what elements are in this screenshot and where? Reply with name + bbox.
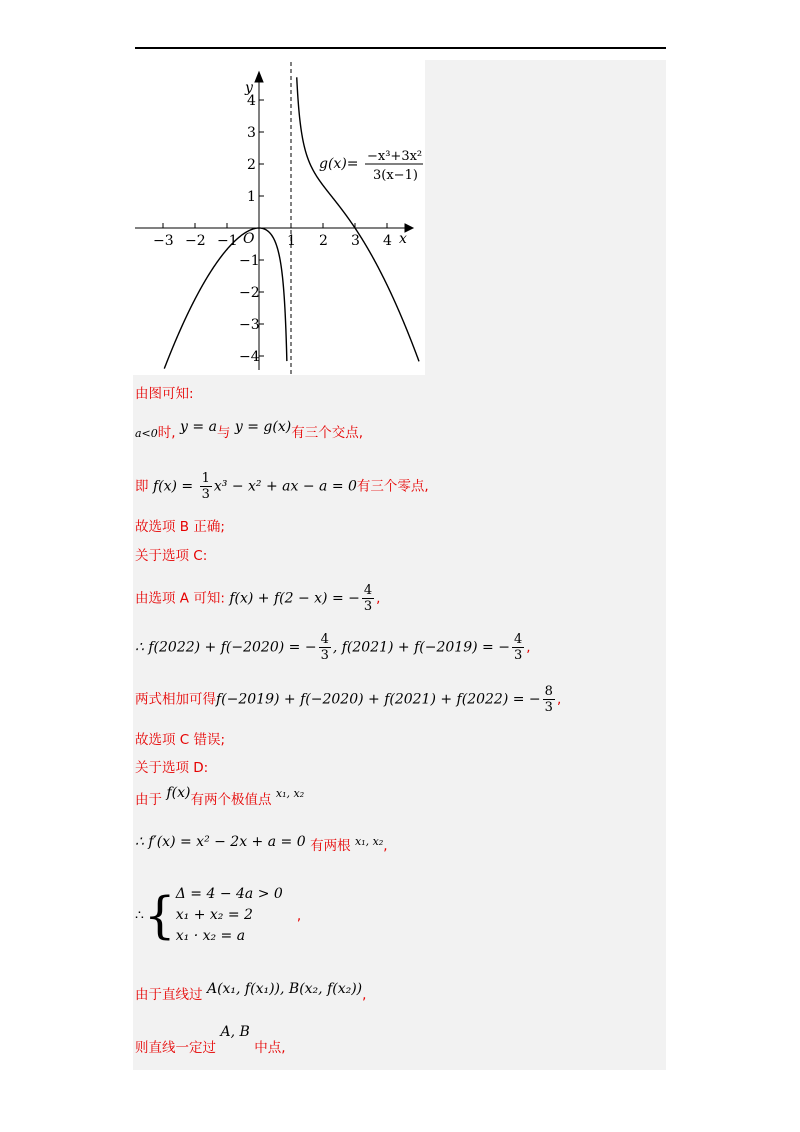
fraction xyxy=(512,632,524,663)
fraction xyxy=(200,471,212,502)
text-line xyxy=(135,471,429,502)
x-tick-label: 4 xyxy=(383,233,392,249)
function-label-lhs: g(x)= xyxy=(319,156,359,172)
fraction-numerator: 4 xyxy=(513,632,523,647)
text-span: 时, xyxy=(157,425,176,441)
math-inline: a<0 xyxy=(135,427,158,440)
text-span: , xyxy=(296,907,302,924)
text-line xyxy=(135,684,561,715)
function-graph xyxy=(133,60,425,375)
text-span: 有两根 xyxy=(310,838,351,854)
fraction-denominator: 3 xyxy=(513,648,523,663)
math-inline: x³ − x² + ax − a = 0 xyxy=(213,478,357,495)
fraction-numerator: 8 xyxy=(544,684,553,699)
x-tick-label: 1 xyxy=(287,233,296,249)
text-line: 关于选项 D: xyxy=(135,760,209,776)
math-inline: ∴ f(2022) + f(−2020) = − xyxy=(135,639,317,656)
text-line xyxy=(135,632,531,663)
math-inline: x₁, x₂ xyxy=(275,787,305,800)
y-tick-label: −4 xyxy=(239,349,260,365)
text-span: , xyxy=(383,838,388,854)
y-axis-arrow xyxy=(255,72,263,82)
system-row: x₁ + x₂ = 2 xyxy=(175,907,253,923)
fraction xyxy=(543,684,555,715)
math-inline: f(x) = xyxy=(152,478,198,495)
text-span: 中点, xyxy=(254,1040,286,1056)
math-inline: ∴ xyxy=(135,907,144,924)
math-inline: ∴ f′(x) = x² − 2x + a = 0 xyxy=(135,834,306,850)
fraction-denominator: 3 xyxy=(201,487,210,502)
math-inline: , f(2021) + f(−2019) = − xyxy=(332,639,510,656)
text-span: , xyxy=(376,590,381,607)
y-tick-label: −3 xyxy=(239,317,260,333)
curve-left-branch xyxy=(164,228,287,369)
text-span: 与 xyxy=(216,425,231,441)
origin-label: O xyxy=(243,231,255,247)
graph-svg xyxy=(133,60,425,375)
fraction xyxy=(362,583,374,614)
text-line: 故选项 C 错误; xyxy=(135,732,226,748)
text-line xyxy=(135,1024,286,1058)
text-span: 即 xyxy=(135,478,149,495)
fraction-denominator: 3 xyxy=(363,599,373,614)
x-axis-label: x xyxy=(399,231,407,247)
text-span: , xyxy=(526,639,531,656)
text-line: 由图可知: xyxy=(135,386,194,402)
text-line xyxy=(135,419,363,444)
y-tick-label: 4 xyxy=(247,93,256,109)
system-row: x₁ · x₂ = a xyxy=(175,928,246,944)
text-line xyxy=(135,583,380,614)
math-inline: y = g(x) xyxy=(234,419,292,435)
y-axis-label: y xyxy=(245,80,253,96)
text-line: 故选项 B 正确; xyxy=(135,519,225,535)
text-line xyxy=(135,981,367,1005)
curve-right-branch xyxy=(297,77,419,361)
y-tick-label: 2 xyxy=(247,157,256,173)
math-inline: y = a xyxy=(180,419,217,435)
text-span: 有两个极值点 xyxy=(190,792,272,808)
text-line xyxy=(135,836,388,857)
text-span: 由于 xyxy=(135,792,162,808)
brace-symbol: { xyxy=(143,886,176,945)
fraction-denominator: 3 xyxy=(544,700,553,715)
fraction-numerator: 4 xyxy=(363,583,373,598)
math-inline: x₁, x₂ xyxy=(355,835,384,848)
math-inline: A(x₁, f(x₁)), B(x₂, f(x₂)) xyxy=(206,981,363,997)
text-span: 有三个零点, xyxy=(356,478,429,495)
x-tick-label: −2 xyxy=(185,233,206,249)
x-tick-label: 2 xyxy=(319,233,328,249)
system-rows xyxy=(176,884,283,947)
math-inline: f(x) + f(2 − x) = − xyxy=(229,590,360,607)
text-span: , xyxy=(556,691,562,708)
y-tick-label: −1 xyxy=(239,253,260,269)
x-tick-label: −1 xyxy=(217,233,238,249)
y-tick-label: 3 xyxy=(247,125,256,141)
text-span: 两式相加可得 xyxy=(135,691,216,708)
page-top-rule xyxy=(135,47,666,49)
function-label-numerator: −x³+3x² xyxy=(367,149,423,164)
math-inline: A, B xyxy=(220,1024,250,1040)
text-line: 关于选项 C: xyxy=(135,548,208,564)
fraction-denominator: 3 xyxy=(320,648,329,663)
text-span: 则直线一定过 xyxy=(135,1040,216,1056)
function-label-denominator: 3(x−1) xyxy=(373,168,418,183)
system-row: Δ = 4 − 4a > 0 xyxy=(175,886,283,902)
text-span: 由于直线过 xyxy=(135,987,203,1003)
text-span: , xyxy=(362,987,367,1003)
fraction-numerator: 1 xyxy=(201,471,210,486)
y-tick-label: 1 xyxy=(247,189,256,205)
math-inline: f(−2019) + f(−2020) + f(2021) + f(2022) = − xyxy=(216,691,541,708)
x-tick-label: −3 xyxy=(153,233,174,249)
equation-system xyxy=(135,884,301,947)
y-tick-label: −2 xyxy=(239,285,260,301)
text-span: 有三个交点, xyxy=(291,425,363,441)
fraction xyxy=(319,632,331,663)
math-inline: f(x) xyxy=(166,785,191,801)
fraction-numerator: 4 xyxy=(320,632,329,647)
text-line xyxy=(135,785,305,811)
x-tick-label: 3 xyxy=(351,233,360,249)
text-span: 由选项 A 可知: xyxy=(135,590,225,607)
